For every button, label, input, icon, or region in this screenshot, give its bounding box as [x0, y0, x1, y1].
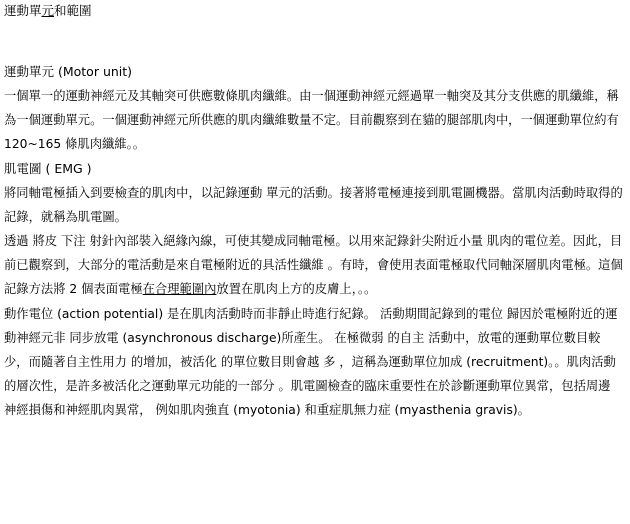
- section-heading-emg: 肌電圖 ( EMG ): [4, 160, 92, 176]
- paragraph-coaxial-electrode: [4, 229, 624, 302]
- title-underlined: 元: [41, 3, 55, 18]
- page-title: [4, 2, 624, 20]
- section-heading-motor-unit: 運動單元 (Motor unit): [4, 64, 133, 79]
- paragraph-coaxial-text: 透過 將皮 下注 射針內部裝入絕緣內線，可使其變成同軸電極。以用來記錄針尖附近小量 肌肉的電位差。因此，目前已觀察到，大部分的電活動是來自電極附近的具活性纖維 。有時，會使用表面電極取代同軸深層肌肉電極。這個記錄方法將 2 個表面電極: [4, 234, 623, 297]
- title-prefix: 運動單: [4, 3, 42, 18]
- paragraph-coaxial-underlined: 在合理範圍內: [142, 282, 217, 297]
- title-suffix: 和範圍: [54, 3, 92, 18]
- document-page: [0, 2, 630, 524]
- spacer: [4, 20, 624, 60]
- paragraph-coaxial-tail: 放置在肌肉上方的皮膚上，。。: [216, 282, 377, 297]
- paragraph-emg: 將同軸電極插入到要檢查的肌肉中，以記錄運動 單元的活動。接著將電極連接到肌電圖機器。當肌肉活動時取得的記錄，就稱為肌電圖。: [4, 185, 623, 224]
- paragraph-motor-unit: 一個單一的運動神經元及其軸突可供應數條肌肉纖維。由一個運動神經元經過單一軸突及其分支供應的肌纖維，稱為一個運動單元。一個運動神經元所供應的肌肉纖維數量不定。目前觀察到在貓的腿部肌肉中，一個運動單位約有 120~165 條肌肉纖維。。: [4, 89, 619, 152]
- paragraph-action-potential: 動作電位 (action potential) 是在肌肉活動時而非靜止時進行紀錄。 活動期間記錄到的電位 歸因於電極附近的運動神經元非 同步放電 (asynchronous discharge)所產生。 在極微弱 的自主 活動中，放電的運動單位數目較少，而隨著自主性用力 的增加，被活化 的單位數目則會越 多 ，這稱為運動單位加成 (recruitment)。。肌肉活動的層次性，是許多被活化之運動單元功能的一部分 。肌電圖檢查的臨床重要性在於診斷運動單位異常，包括周邊 神經損傷和神經肌肉異常， 例如肌肉強直 (myotonia) 和重症肌無力症 (myasthenia gravis)。: [4, 306, 618, 418]
